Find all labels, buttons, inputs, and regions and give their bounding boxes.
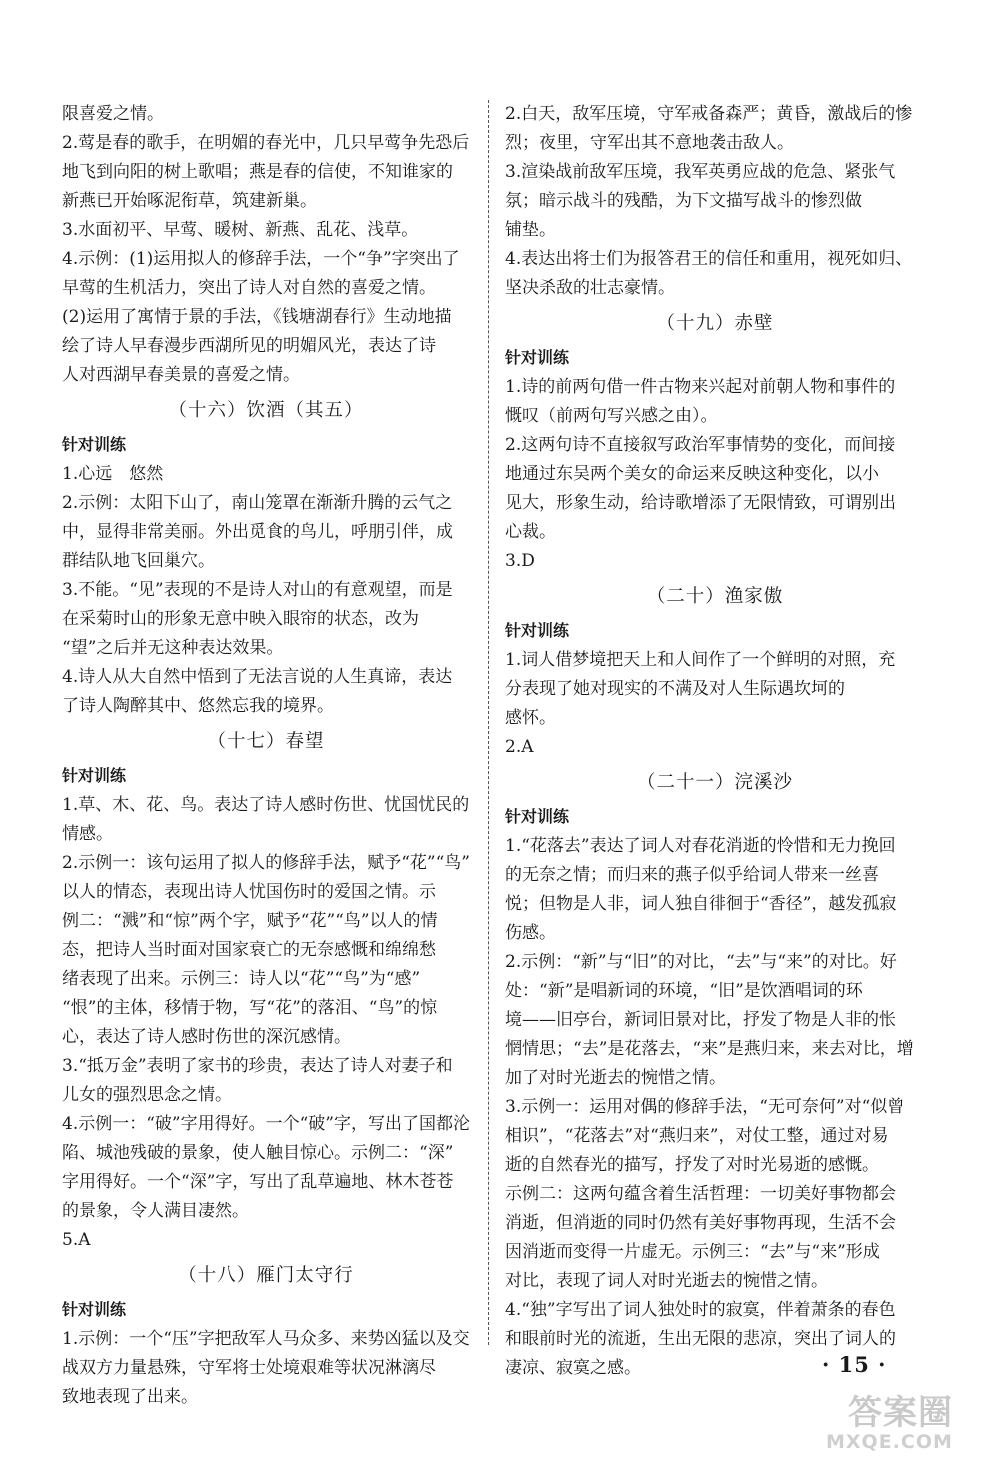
text-line: “恨”的主体，移情于物，写“花”的落泪、“鸟”的惊 [62,998,438,1018]
text-line: 悦；但物是人非，词人独自徘徊于“香径”，越发孤寂 [505,894,897,914]
watermark-url: MXQE.COM [826,1431,953,1453]
text-line: 分表现了她对现实的不满及对人生际遇坎坷的 [505,679,845,699]
section-subheading: 针对训练 [62,766,127,785]
text-line: 例二：“溅”和“惊”两个字，赋予“花”“鸟”以人的情 [62,911,438,931]
text-line: 3.示例一：运用对偶的修辞手法，“无可奈何”对“似曾 [505,1097,905,1117]
watermark-logo [826,1385,986,1455]
text-line: 4.示例一：“破”字用得好。一个“破”字，写出了国都沦 [62,1114,470,1134]
text-line: 3.“抵万金”表明了家书的珍贵，表达了诗人对妻子和 [62,1056,453,1076]
text-line: 人对西湖早春美景的喜爱之情。 [62,365,300,385]
text-line: 绘了诗人早春漫步西湖所见的明媚风光，表达了诗 [62,336,436,356]
text-line: 伤感。 [505,923,556,943]
text-line: 群结队地飞回巢穴。 [62,551,215,571]
text-line: 对比，表现了词人对时光逝去的惋惜之情。 [505,1271,828,1291]
text-line: 和眼前时光的流逝，生出无限的悲凉，突出了词人的 [505,1329,896,1349]
text-line: 限喜爱之情。 [62,104,164,124]
section-title: （二十一）浣溪沙 [636,772,793,793]
text-line: 3.渲染战前敌军压境，我军英勇应战的危急、紧张气 [505,162,896,182]
text-line: 1.“花落去”表达了词人对春花消逝的怜惜和无力挽回 [505,836,896,856]
text-line: 境——旧亭台，新词旧景对比，抒发了物是人非的怅 [505,1010,896,1030]
text-line: 凄凉、寂寞之感。 [505,1358,641,1378]
text-line: 1.草、木、花、鸟。表达了诗人感时伤世、忧国忧民的 [62,795,470,815]
section-title: （十六）饮酒（其五） [168,400,364,421]
text-line: 字用得好。一个“深”字，写出了乱草遍地、林木苍苍 [62,1172,454,1192]
right-column [505,100,925,1383]
text-line: (2)运用了寓情于景的手法，《钱塘湖春行》生动地描 [62,307,452,327]
watermark-mark: 答案圈 [848,1393,953,1433]
text-line: 坚决杀敌的壮志豪情。 [505,278,675,298]
text-line: 惘情思；“去”是花落去，“来”是燕归来，来去对比，增 [505,1039,914,1059]
text-line: 儿女的强烈思念之情。 [62,1085,232,1105]
text-line: 1.词人借梦境把天上和人间作了一个鲜明的对照，充 [505,650,896,670]
text-line: 加了对时光逝去的惋惜之情。 [505,1068,726,1088]
text-line: 地通过东吴两个美女的命运来反映这种变化，以小 [505,464,879,484]
text-line: 处：“新”是唱新词的环境，“旧”是饮酒唱词的环 [505,981,863,1001]
text-line: 了诗人陶醉其中、悠然忘我的境界。 [62,696,334,716]
text-line: 2.示例一：该句运用了拟人的修辞手法，赋予“花”“鸟” [62,853,470,873]
section-subheading: 针对训练 [505,621,570,640]
text-line: 2.白天，敌军压境，守军戒备森严；黄昏，激战后的惨 [505,104,913,124]
section-title: （二十）渔家傲 [646,586,784,607]
text-line: 1.心远 悠然 [62,464,164,484]
text-line: 新燕已开始啄泥衔草，筑建新巢。 [62,191,317,211]
text-line: 以人的情态，表现出诗人忧国伤时的爱国之情。示 [62,882,436,902]
text-line: 的景象，令人满目凄然。 [62,1201,249,1221]
text-line: 4.表达出将士们为报答君王的信任和重用，视死如归、 [505,249,913,269]
section-title: （十九）赤壁 [656,313,774,334]
section-subheading: 针对训练 [62,435,127,454]
text-line: 1.诗的前两句借一件古物来兴起对前朝人物和事件的 [505,377,896,397]
text-line: 1.示例：一个“压”字把敌军人马众多、来势凶猛以及交 [62,1329,470,1349]
left-column [62,100,470,1412]
text-line: 4.诗人从大自然中悟到了无法言说的人生真谛，表达 [62,667,453,687]
text-line: 致地表现了出来。 [62,1387,198,1407]
text-line: “望”之后并无这种表达效果。 [62,638,284,658]
text-line: 心裁。 [505,522,556,542]
text-line: 早莺的生机活力，突出了诗人对自然的喜爱之情。 [62,278,436,298]
section-subheading: 针对训练 [62,1300,127,1319]
text-line: 在采菊时山的形象无意中映入眼帘的状态，改为 [62,609,419,629]
text-line: 绪表现了出来。示例三：诗人以“花”“鸟”为“感” [62,969,421,989]
text-line: 态，把诗人当时面对国家衰亡的无奈感慨和绵绵愁 [62,940,436,960]
text-line: 2.莺是春的歌手，在明媚的春光中，几只早莺争先恐后 [62,133,470,153]
text-line: 逝的自然春光的描写，抒发了对时光易逝的感慨。 [505,1155,879,1175]
text-line: 铺垫。 [505,220,556,240]
text-line: 氛；暗示战斗的残酷，为下文描写战斗的惨烈做 [505,191,862,211]
text-line: 心，表达了诗人感时伤世的深沉感情。 [62,1027,351,1047]
section-title: （十八）雁门太守行 [178,1265,354,1286]
text-line: 的无奈之情；而归来的燕子似乎给词人带来一丝喜 [505,865,879,885]
text-line: 中，显得非常美丽。外出觅食的鸟儿，呼朋引伴，成 [62,522,453,542]
page-number: · 15 · [822,1352,887,1377]
text-line: 相识”，“花落去”对“燕归来”，对仗工整，通过对易 [505,1126,889,1146]
text-line: 烈；夜里，守军出其不意地袭击敌人。 [505,133,794,153]
text-line: 4.示例：(1)运用拟人的修辞手法，一个“争”字突出了 [62,249,460,269]
text-line: 地飞到向阳的树上歌唱；燕是春的信使，不知谁家的 [62,162,453,182]
text-line: 2.示例：太阳下山了，南山笼罩在渐渐升腾的云气之 [62,493,453,513]
text-line: 因消逝而变得一片虚无。示例三：“去”与“来”形成 [505,1242,880,1262]
section-subheading: 针对训练 [505,807,570,826]
section-title: （十七）春望 [207,731,325,752]
text-line: 陷、城池残破的景象，使人触目惊心。示例二：“深” [62,1143,454,1163]
column-divider [488,100,489,1345]
text-line: 感怀。 [505,708,556,728]
text-line: 2.A [505,737,534,757]
text-line: 5.A [62,1230,91,1250]
text-line: 3.不能。“见”表现的不是诗人对山的有意观望，而是 [62,580,453,600]
text-line: 消逝，但消逝的同时仍然有美好事物再现，生活不会 [505,1213,896,1233]
text-line: 情感。 [62,824,113,844]
text-line: 慨叹（前两句写兴感之由）。 [505,406,718,426]
text-line: 战双方力量悬殊，守军将士处境艰难等状况淋漓尽 [62,1358,436,1378]
text-line: 2.这两句诗不直接叙写政治军事情势的变化，而间接 [505,435,896,455]
text-line: 3.水面初平、早莺、暖树、新燕、乱花、浅草。 [62,220,419,240]
text-line: 2.示例：“新”与“旧”的对比，“去”与“来”的对比。好 [505,952,897,972]
text-line: 4.“独”字写出了词人独处时的寂寞，伴着萧条的春色 [505,1300,896,1320]
text-line: 3.D [505,551,535,571]
text-line: 见大，形象生动，给诗歌增添了无限情致，可谓别出 [505,493,896,513]
section-subheading: 针对训练 [505,348,570,367]
text-line: 示例二：这两句蕴含着生活哲理：一切美好事物都会 [505,1184,896,1204]
